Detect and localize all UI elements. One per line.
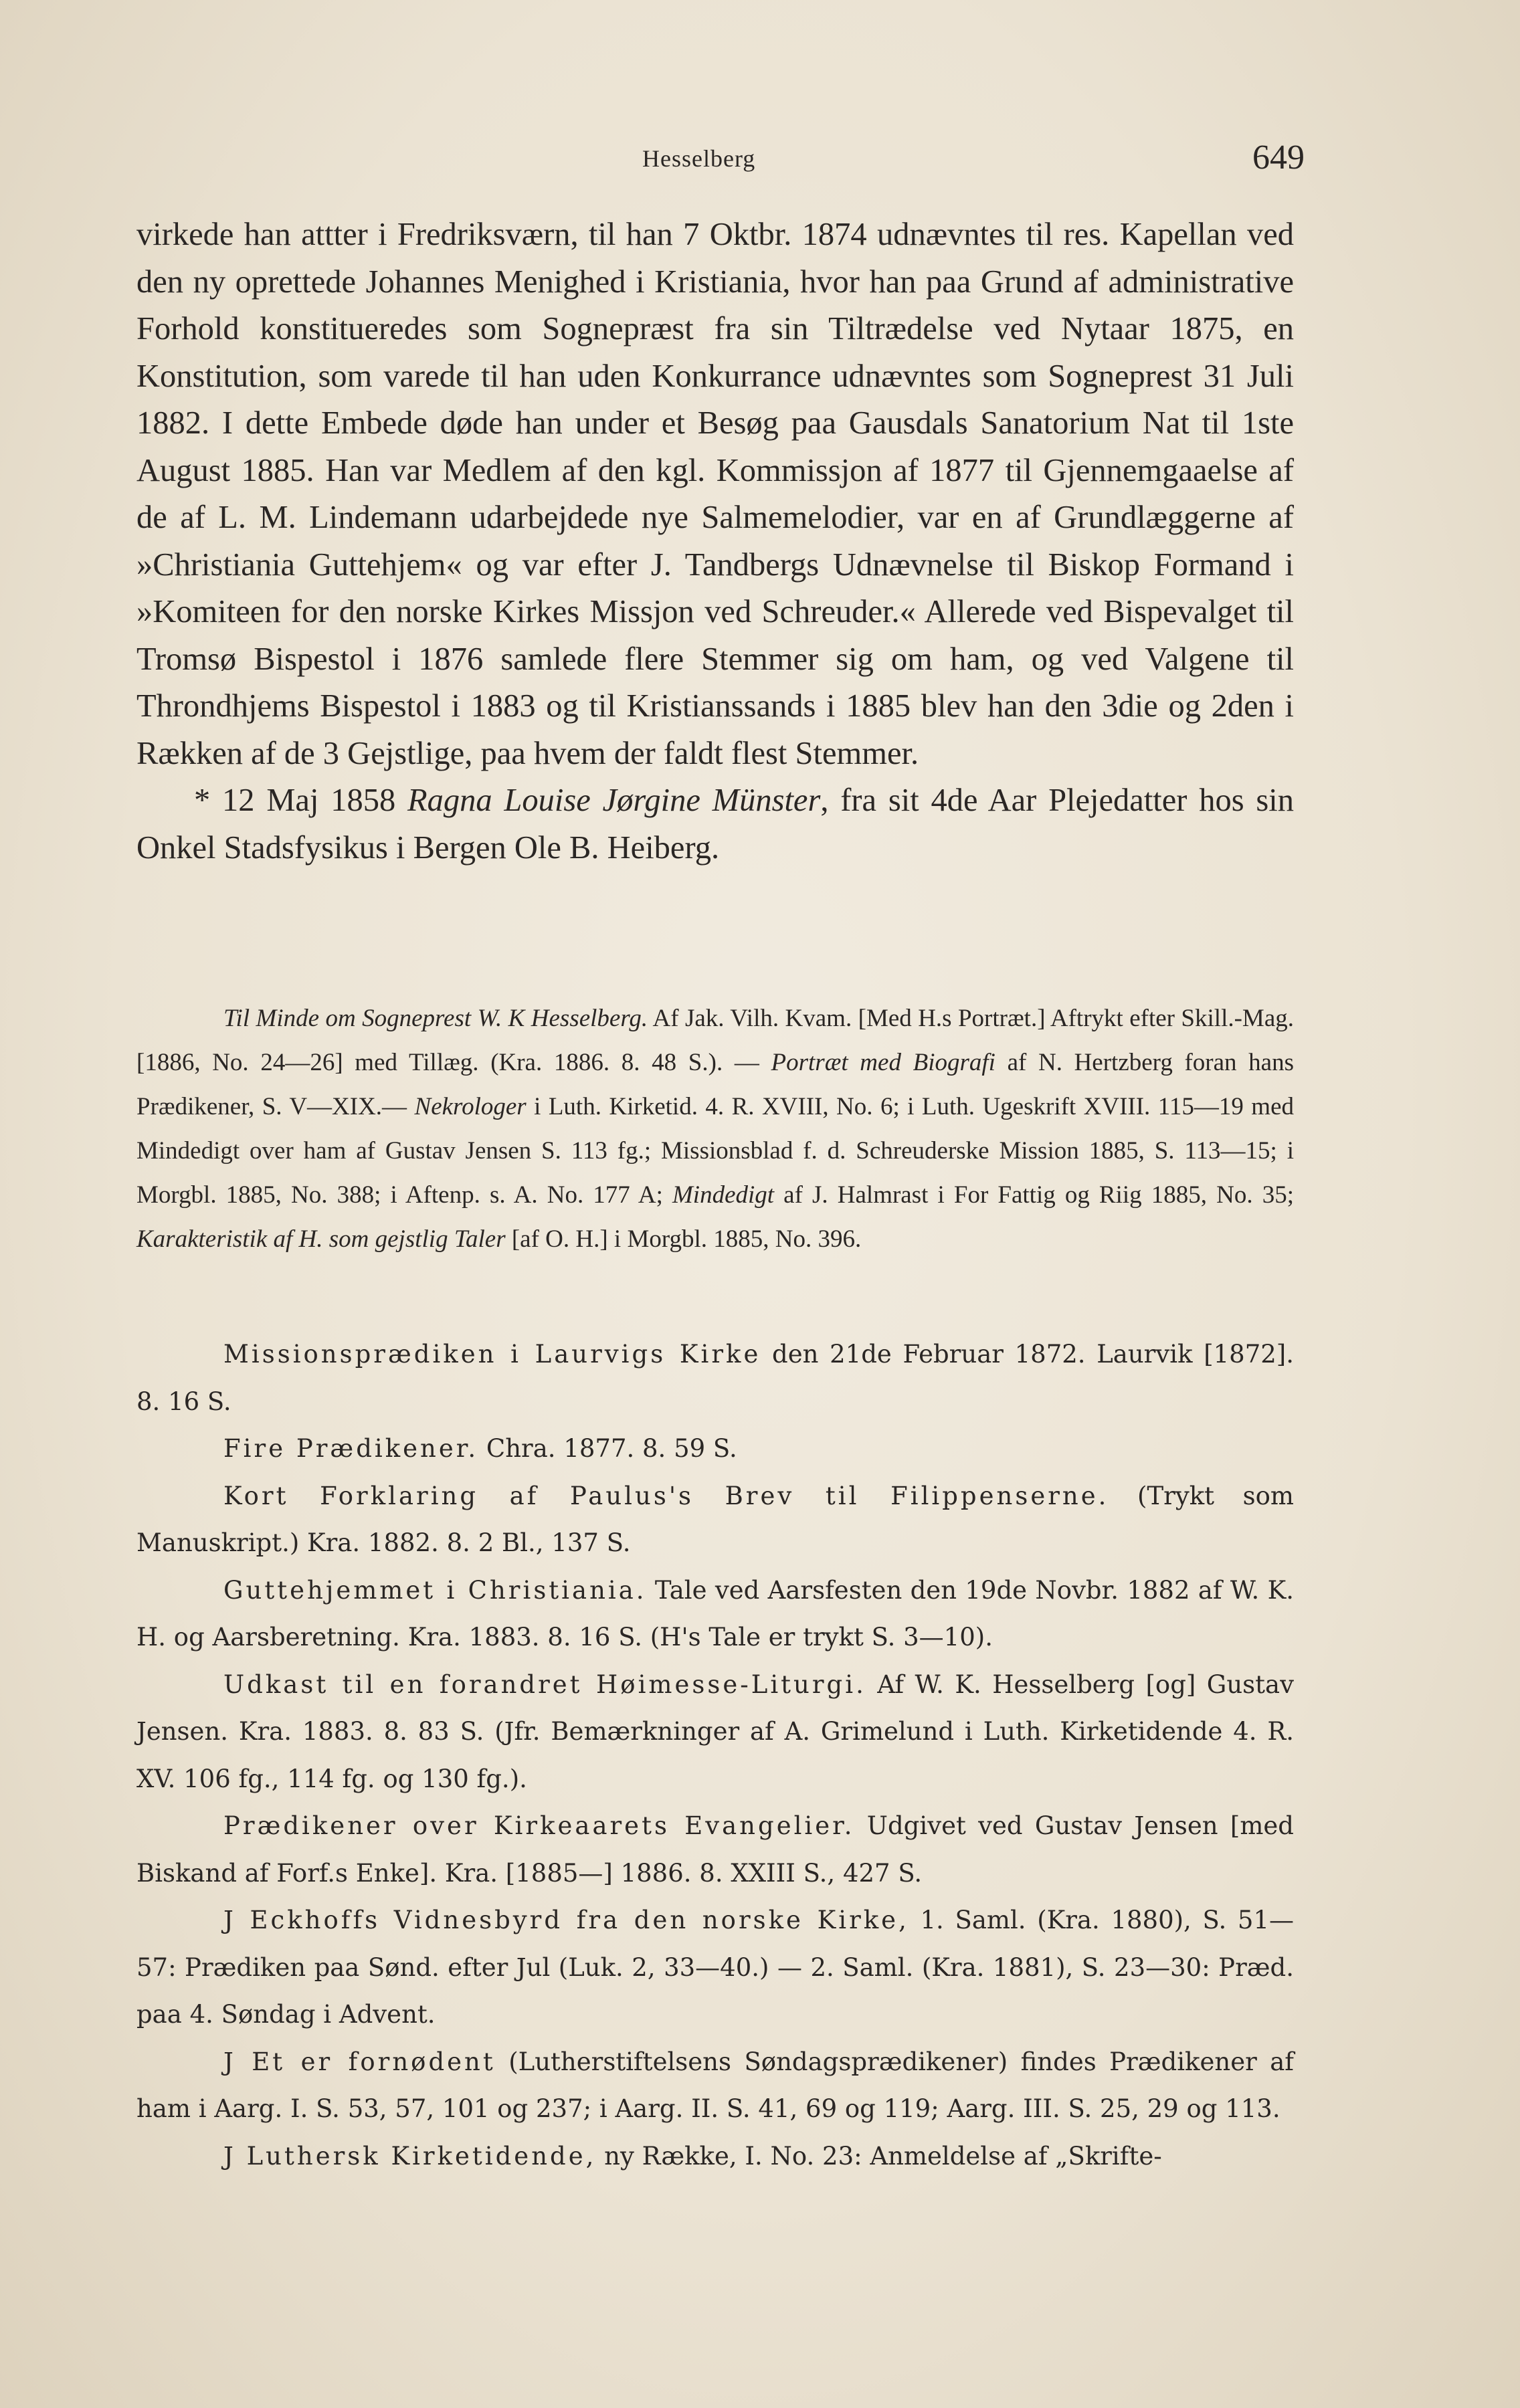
ref-title-poem: Mindedigt (672, 1181, 775, 1209)
work-details: 1. Saml. (Kra. 1880), S. 51—57: Prædiken paa Sønd. efter Jul (Luk. 2, 33—40.) — 2. Saml. (Kra. 1881), S. 23—30: Præd. paa 4. Søndag i Advent. (136, 1906, 1294, 2029)
ref-title-portrait: Portræt med Biografi (771, 1049, 995, 1076)
ref-title-memorial: Til Minde om Sogneprest W. K Hesselberg. (223, 1005, 648, 1032)
work-title: Udkast til en forandret Høimesse-Liturgi. (223, 1670, 866, 1699)
works-list (136, 1331, 1294, 2180)
work-title: Kort Forklaring af Paulus's Brev til Filippenserne. (223, 1481, 1109, 1510)
ref-text-obituaries: i Luth. Kirketid. 4. R. XVIII, No. 6; i Luth. Ugeskrift XVIII. 115—19 med Mindedigt over ham af Gustav Jensen S. 113 fg.; Missionsblad f. d. Schreuderske Mission 1885, S. 113—15; i Morgbl. 1885, No. 388; i Aftenp. s. A. No. 177 A; (136, 1093, 1295, 1209)
body-text (136, 211, 1294, 872)
work-title: Fire Prædikener. (223, 1434, 479, 1463)
work-details: (Lutherstiftelsens Søndagsprædikener) findes Prædikener af ham i Aarg. I. S. 53, 57, 101 og 237; i Aarg. II. S. 41, 69 og 119; Aarg. III. S. 25, 29 og 113. (136, 2047, 1294, 2123)
work-entry (136, 1567, 1294, 1662)
work-title: J Luthersk Kirketidende, (223, 2141, 597, 2171)
work-details: den 21de Februar 1872. Laurvik [1872]. 8. 16 S. (136, 1340, 1294, 1416)
marriage-paragraph (136, 777, 1294, 872)
work-details: Af W. K. Hesselberg [og] Gustav Jensen. Kra. 1883. 8. 83 S. (Jfr. Bemærkninger af A. Grimelund i Luth. Kirketidende 4. R. XV. 106 fg., 114 fg. og 130 fg.). (136, 1670, 1294, 1793)
work-details: (Trykt som Manuskript.) Kra. 1882. 8. 2 Bl., 137 S. (136, 1481, 1294, 1557)
marriage-detail: , fra sit 4de Aar Plejedatter hos sin Onkel Stadsfysikus i Bergen Ole B. Heiberg. (136, 783, 1294, 866)
work-entry (136, 1331, 1294, 1425)
work-entry (136, 2133, 1294, 2181)
work-entry (136, 1803, 1294, 1897)
references-section (136, 997, 1294, 1262)
work-title: J Eckhoffs Vidnesbyrd fra den norske Kirke, (223, 1906, 909, 1934)
birth-date: * 12 Maj 1858 (194, 783, 408, 818)
biography-paragraph: virkede han attter i Fredriksværn, til han 7 Oktbr. 1874 udnævntes til res. Kapellan ved den ny oprettede Johannes Menighed i Kristiania, hvor han paa Grund af administrative Forhold konstitueredes som Sognepræst fra sin Tiltrædelse ved Nytaar 1875, en Konstitution, som varede til han uden Konkurrance udnævntes som Sogneprest 31 Juli 1882. I dette Embede døde han under et Besøg paa Gausdals Sanatorium Nat til 1ste August 1885. Han var Medlem af den kgl. Kommissjon af 1877 til Gjennemgaaelse af de af L. M. Lindemann udarbejdede nye Salmemelodier, var en af Grundlæggerne af »Christiania Guttehjem« og var efter J. Tandbergs Udnævnelse til Biskop Formand i »Komiteen for den norske Kirkes Missjon ved Schreuder.« Allerede ved Bispevalget til Tromsø Bispestol i 1876 samlede flere Stemmer sig om ham, og ved Valgene til Throndhjems Bispestol i 1883 og til Kristianssands i 1885 blev han den 3die og 2den i Rækken af de 3 Gejstlige, paa hvem der faldt flest Stemmer. (136, 217, 1294, 771)
work-entry (136, 1662, 1294, 1803)
page-number: 649 (1252, 138, 1305, 177)
ref-text-characteristic: [af O. H.] i Morgbl. 1885, No. 396. (505, 1225, 862, 1253)
work-entry (136, 1897, 1294, 2039)
ref-title-obituaries: Nekrologer (414, 1093, 527, 1120)
running-head: Hesselberg (642, 145, 756, 172)
page-header (134, 138, 1305, 185)
work-details: Tale ved Aarsfesten den 19de Novbr. 1882 af W. K. H. og Aarsberetning. Kra. 1883. 8. 16 S. (H's Tale er trykt S. 3—10). (136, 1575, 1294, 1651)
work-title: Prædikener over Kirkeaarets Evangelier. (223, 1811, 855, 1840)
ref-title-characteristic: Karakteristik af H. som gejstlig Taler (136, 1225, 506, 1253)
work-entry (136, 1473, 1294, 1567)
work-title: Missionsprædiken i Laurvigs Kirke (223, 1340, 761, 1369)
work-details: Chra. 1877. 8. 59 S. (478, 1434, 737, 1463)
work-entry (136, 2039, 1294, 2133)
work-details: Udgivet ved Gustav Jensen [med Biskand af Forf.s Enke]. Kra. [1885—] 1886. 8. XXIII S., 427 S. (136, 1811, 1294, 1888)
work-title: J Et er fornødent (223, 2047, 496, 2076)
ref-text-memorial: Af Jak. Vilh. Kvam. [Med H.s Portræt.] Aftrykt efter Skill.-Mag. [1886, No. 24—26] med Tillæg. (Kra. 1886. 8. 48 S.). — (136, 1005, 1294, 1076)
references-paragraph (136, 997, 1294, 1262)
work-title: Guttehjemmet i Christiania. (223, 1575, 647, 1605)
wife-name: Ragna Louise Jørgine Münster (407, 783, 821, 818)
work-entry (136, 1425, 1294, 1473)
work-details: ny Række, I. No. 23: Anmeldelse af „Skrifte- (596, 2141, 1162, 2171)
ref-text-portrait: af N. Hertzberg foran hans Prædikener, S. V—XIX.— (136, 1049, 1295, 1120)
ref-text-poem: af J. Halmrast i For Fattig og Riig 1885, No. 35; (774, 1181, 1294, 1209)
